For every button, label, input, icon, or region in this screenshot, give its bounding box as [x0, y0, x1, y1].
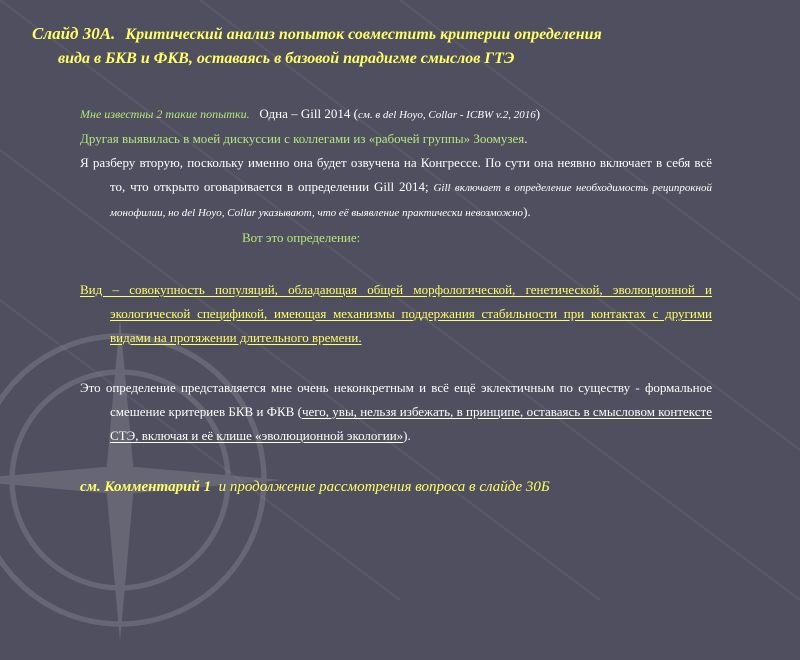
analysis-text: Я разберу вторую, поскольку именно она будет озвучена на Конгрессе. По сути она неявно включает в себя всё то, что открыто оговаривается в определении Gill 2014; — [80, 155, 712, 194]
first-attempt-reference: см. в del Hoyo, Collar - ICBW v.2, 2016 — [357, 109, 536, 121]
attempts-paragraph — [80, 102, 712, 127]
definition-text: Вид – совокупность популяций, обладающая общей морфологической, генетической, эволюционной и экологической спецификой, имеющая механизмы поддержания стабильности при контактах с другими видами на протяжении длительного времени — [80, 282, 712, 345]
conclusion-underlined: чего, увы, нельзя избежать, в принципе, оставаясь в смысловом контексте СТЭ, включая и её клише «эволюционной экологии» — [110, 404, 712, 443]
comment-link[interactable]: см. Комментарий 1 — [80, 479, 212, 495]
second-attempt-text: Другая выявилась в моей дискуссии с коллегами из «рабочей группы» Зоомузея — [80, 131, 525, 146]
title-line-1: Критический анализ попыток совместить критерии определения — [125, 26, 602, 43]
comment-rest: и продолжение рассмотрения вопроса в слайде 30Б — [218, 479, 550, 495]
analysis-paragraph — [80, 151, 712, 225]
conclusion-paragraph: Это определение представляется мне очень неконкретным и всё ещё эклектичным по существу - формальное смешение критериев БКВ и ФКВ (чего, увы, нельзя избежать, в принципе, оставаясь в смысловом контексте СТЭ, включая и её клише «эволюционной экологии»). — [80, 380, 712, 443]
definition-intro: Вот это определение: — [242, 230, 361, 245]
first-attempt-close: ) — [535, 106, 541, 121]
slide-title — [32, 22, 772, 71]
conclusion-text: Это определение представляется мне очень неконкретным и всё ещё эклектичным по существу - формальное смешение критериев БКВ и ФКВ ( — [80, 380, 712, 419]
title-line-2: вида в БКВ и ФКВ, оставаясь в базовой парадигме смыслов ГТЭ — [58, 50, 515, 67]
slide-content — [80, 102, 712, 499]
slide-number: Слайд 30А. — [32, 24, 116, 43]
analysis-note-end: ). — [523, 204, 531, 219]
second-attempt-paragraph: Другая выявилась в моей дискуссии с коллегами из «рабочей группы» Зоомузея. — [80, 131, 528, 146]
comment-line — [80, 475, 712, 499]
species-definition: Вид – совокупность популяций, обладающая общей морфологической, генетической, эволюционной и экологической спецификой, имеющая механизмы поддержания стабильности при контактах с другими видами на протяжении длительного времени. — [80, 282, 712, 345]
first-attempt-text: Одна – Gill 2014 ( — [259, 106, 358, 121]
analysis-note: Gill включает в определение необходимость реципрокной монофилии, но del Hoyo, Collar указывают, что её выявление практически невозможно — [110, 182, 712, 219]
known-attempts-text: Мне известны 2 такие попытки. — [80, 107, 250, 121]
